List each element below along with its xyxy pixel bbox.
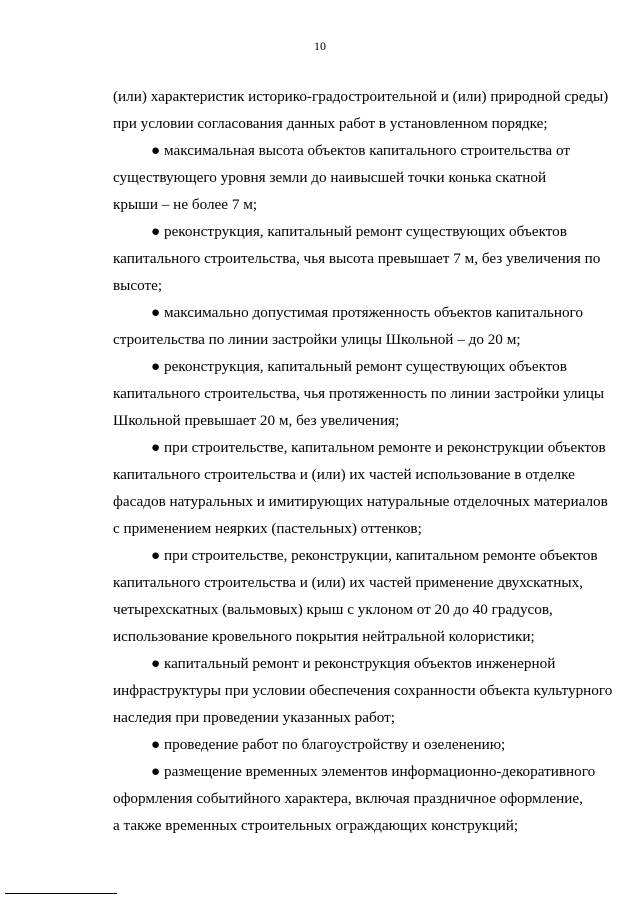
list-item-landscaping: ● проведение работ по благоустройству и озеленению; — [151, 736, 506, 753]
continued-paragraph: (или) характеристик историко-градостроительной и (или) природной среды) при условии согласования данных работ в установленном порядке; — [113, 88, 609, 132]
list-item-engineering-infrastructure: ● капитальный ремонт и реконструкция объектов инженерной инфраструктуры при условии обеспечения сохранности объекта культурного наследия при проведении указанных работ; — [113, 655, 613, 726]
list-item-reconstruction-height: ● реконструкция, капитальный ремонт существующих объектов капитального строительства, чья высота превышает 7 м, без увеличения по высоте; — [113, 223, 601, 294]
footnote-separator-line — [5, 893, 117, 894]
list-item-temporary-decoration: ● размещение временных элементов информационно-декоративного оформления событийного характера, включая праздничное оформление, а также временных строительных ограждающих конструкций; — [113, 763, 596, 834]
document-body — [113, 83, 615, 839]
list-item-reconstruction-length: ● реконструкция, капитальный ремонт существующих объектов капитального строительства, чья протяженность по линии застройки улицы Школьной превышает 20 м, без увеличения; — [113, 358, 605, 429]
list-item-facade-materials: ● при строительстве, капитальном ремонте и реконструкции объектов капитального строительства и (или) их частей использование в отделке фасадов натуральных и имитирующих натуральные отделочных материалов с применением неярких (пастельных) оттенков; — [113, 439, 608, 537]
page-number: 10 — [314, 39, 326, 53]
list-item-max-length: ● максимально допустимая протяженность объектов капитального строительства по линии застройки улицы Школьной – до 20 м; — [113, 304, 583, 348]
list-item-roof-types: ● при строительстве, реконструкции, капитальном ремонте объектов капитального строительства и (или) их частей применение двухскатных, четырехскатных (вальмовых) крыш с уклоном от 20 до 40 градусов, использование кровельного покрытия нейтральной колористики; — [113, 547, 598, 645]
list-item-max-height: ● максимальная высота объектов капитального строительства от существующего уровня земли до наивысшей точки конька скатной крыши – не более 7 м; — [113, 142, 570, 213]
